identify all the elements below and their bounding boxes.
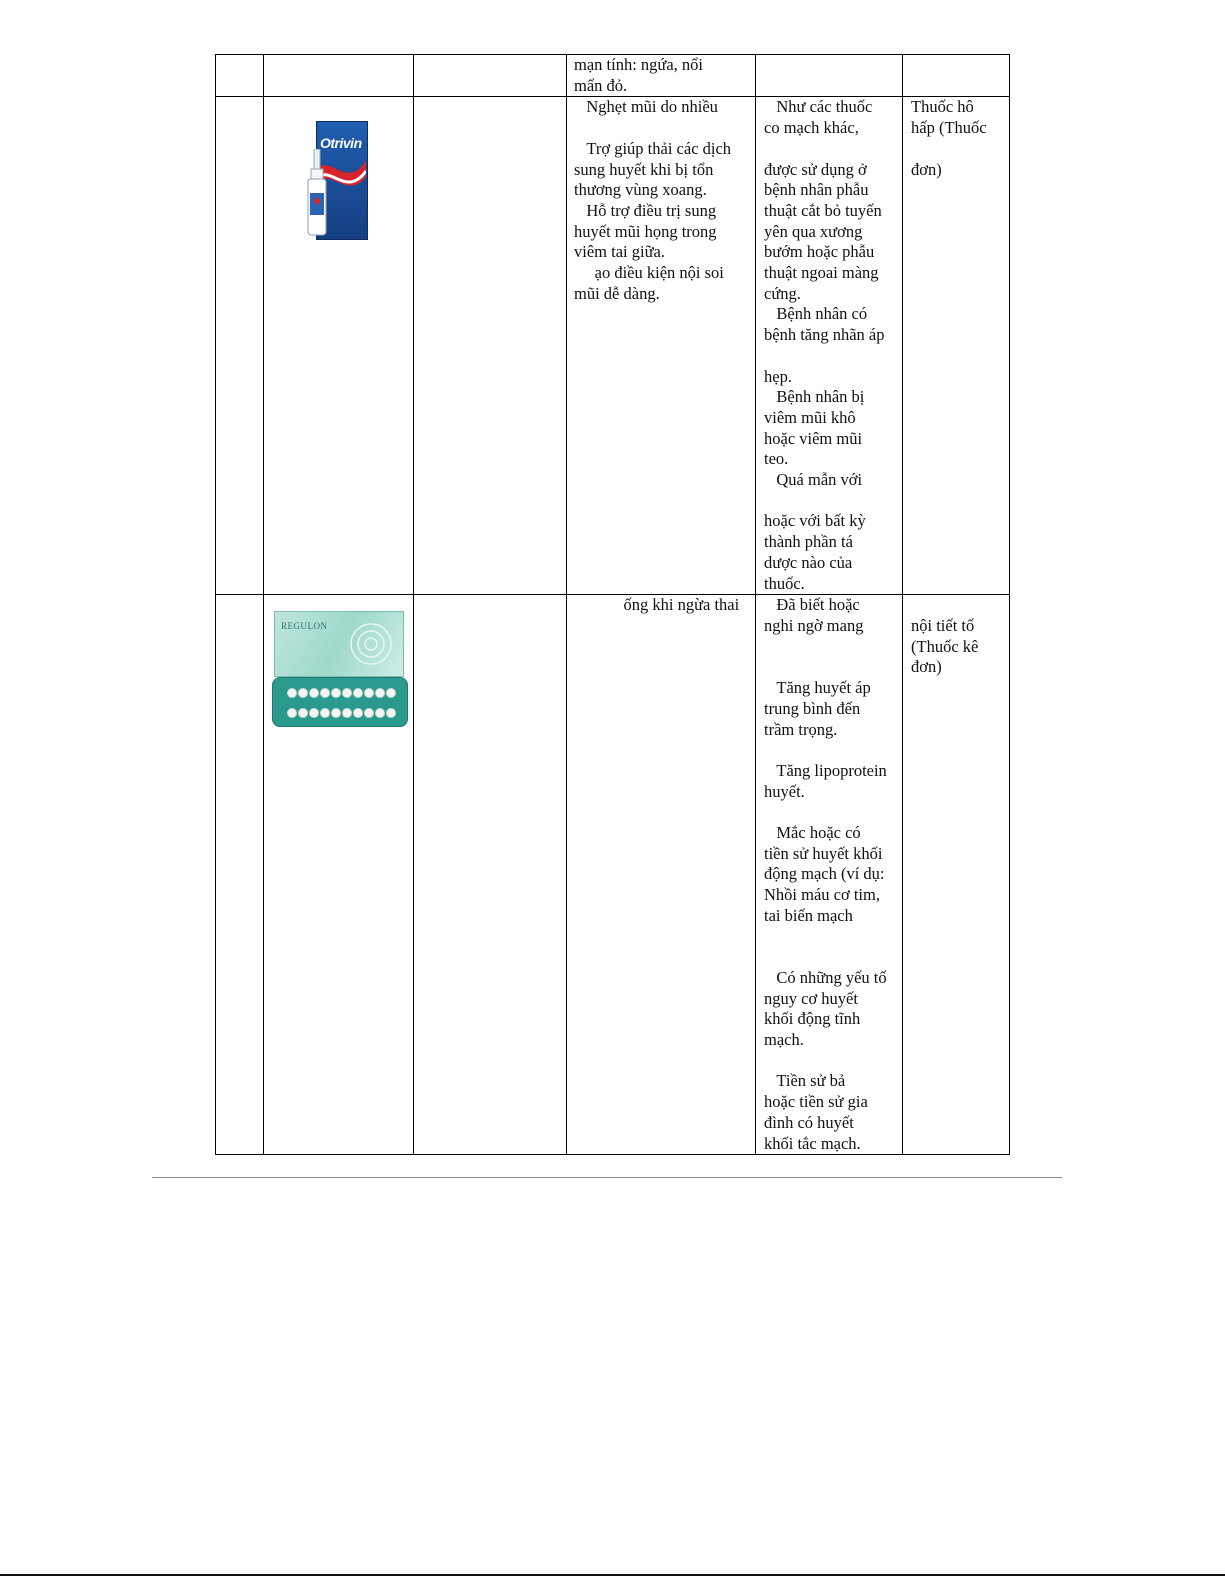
- page-bottom-border: [0, 1574, 1225, 1576]
- pill-icon: [342, 708, 352, 718]
- table-row: [216, 595, 1010, 1155]
- pill-icon: [287, 688, 297, 698]
- cell-name: [414, 595, 567, 1155]
- table-row: [216, 97, 1010, 595]
- pill-icon: [331, 688, 341, 698]
- cell-image: [264, 595, 414, 1155]
- cell-uses: [567, 595, 756, 1155]
- contraindications-text: Đã biết hoặc nghi ngờ mang Tăng huyết áp trung bình đến trầm trọng. Tăng lipoprotein huyết. Mắc hoặc có tiền sử huyết khối động mạch (ví dụ: Nhồi máu cơ tim, tai biến mạch Có những yếu tố nguy cơ huyết khối động tĩnh mạch. Tiền sử bả hoặc tiền sử gia đình có huyết khối tắc mạch.: [764, 595, 887, 1153]
- uses-text: ống khi ngừa thai: [574, 595, 740, 615]
- drug-table: [215, 54, 1010, 1155]
- cell-image: [264, 97, 414, 595]
- spray-bottle-icon: [306, 149, 328, 237]
- otrivin-logo-text: Otrivin: [320, 135, 362, 152]
- pill-icon: [364, 688, 374, 698]
- contraindications-text: Như các thuốc co mạch khác, được sử dụng ở bệnh nhân phẫu thuật cắt bỏ tuyến yên qua xương bướm hoặc phẫu thuật ngoai màng cứng. Bệnh nhân có bệnh tăng nhãn áp hẹp. Bệnh nhân bị viêm mũi khô hoặc viêm mũi teo. Quá mẫn với hoặc với bất kỳ thành phần tá dược nào của thuốc.: [764, 97, 885, 593]
- rose-graphic: [345, 618, 397, 670]
- regulon-product-image: [272, 611, 404, 727]
- cell-image: [264, 55, 414, 97]
- cell-uses: [567, 97, 756, 595]
- pill-icon: [386, 708, 396, 718]
- blister-pack: [272, 677, 408, 727]
- classification-text: nội tiết tố (Thuốc kê đơn): [911, 615, 979, 677]
- cell-uses: [567, 55, 756, 97]
- pill-icon: [342, 688, 352, 698]
- pill-icon: [320, 688, 330, 698]
- cell-classification: [903, 97, 1010, 595]
- pill-icon: [353, 688, 363, 698]
- pill-icon: [386, 688, 396, 698]
- pill-icon: [320, 708, 330, 718]
- cell-contraindications: [756, 97, 903, 595]
- pill-icon: [364, 708, 374, 718]
- pill-icon: [331, 708, 341, 718]
- pill-icon: [353, 708, 363, 718]
- pill-icon: [298, 708, 308, 718]
- pill-icon: [309, 688, 319, 698]
- pill-icon: [375, 708, 385, 718]
- cell-name: [414, 97, 567, 595]
- classification-text: Thuốc hô hấp (Thuốc đơn): [911, 97, 987, 179]
- cell-contraindications: [756, 55, 903, 97]
- cell-index: [216, 55, 264, 97]
- uses-text: Nghẹt mũi do nhiều Trợ giúp thải các dịch sung huyết khi bị tổn thương vùng xoang. Hỗ trợ điều trị sung huyết mũi họng trong viêm tai giữa. ạo điều kiện nội soi mũi dễ dàng.: [574, 97, 732, 303]
- uses-text: mạn tính: ngứa, nổi mẩn đỏ.: [574, 55, 704, 95]
- cell-classification: [903, 595, 1010, 1155]
- pill-icon: [298, 688, 308, 698]
- cell-classification: [903, 55, 1010, 97]
- otrivin-product-image: [272, 119, 392, 241]
- pill-icon: [375, 688, 385, 698]
- cell-index: [216, 97, 264, 595]
- pill-icon: [309, 708, 319, 718]
- page-divider: [152, 1177, 1062, 1178]
- cell-index: [216, 595, 264, 1155]
- pill-icon: [287, 708, 297, 718]
- table-row: [216, 55, 1010, 97]
- cell-name: [414, 55, 567, 97]
- regulon-logo-text: REGULON: [281, 621, 328, 632]
- cell-contraindications: [756, 595, 903, 1155]
